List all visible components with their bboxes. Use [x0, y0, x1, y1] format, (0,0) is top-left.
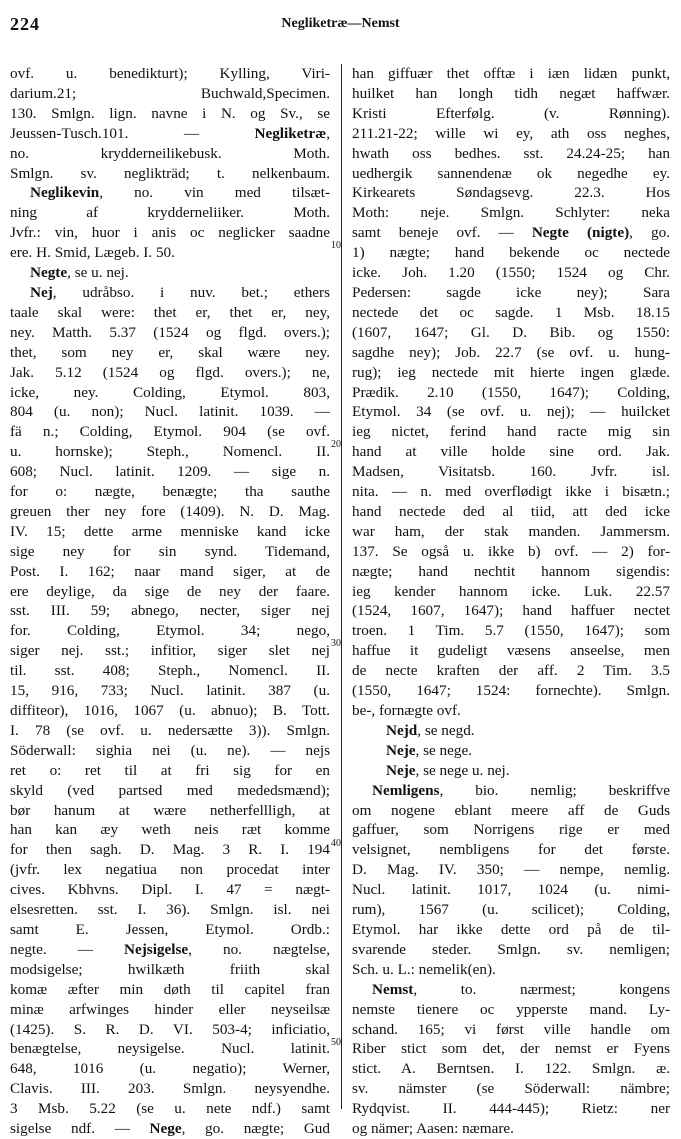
- text-line: stict. A. Berntsen. I. 122. Smlgn. æ.: [352, 1060, 670, 1078]
- text-line: nemste tienere oc ypperste mand. Ly-: [352, 1000, 670, 1018]
- text-line: Pedersen: sagde icke ney); Sara: [352, 283, 670, 301]
- text-line: uedhergik sannendenæ ok negedhe ey.: [352, 164, 670, 182]
- text-line: gaffuer, som Norrigens rige er med: [352, 821, 670, 839]
- text-line: rum), 1567 (u. scilicet); Colding,: [352, 901, 670, 919]
- text-line: negte. — Nejsigelse, no. nægtelse,: [10, 940, 330, 958]
- text-line: sige ney for sin synd. Tidemand,: [10, 542, 330, 560]
- page-header: [10, 14, 671, 38]
- text-line: diffiteor), 1016, 1067 (u. abnuo); B. Tott.: [10, 702, 330, 719]
- text-line: (1524, 1607, 1647); hand haffuer nectet: [352, 602, 670, 620]
- headword: Neje: [386, 761, 416, 779]
- text-line: be-, fornægte ovf.: [352, 702, 461, 719]
- text-line: Etymol. 34 (se ovf. u. nej); — huilcket: [352, 403, 670, 421]
- text-line: Kirkearets Søndagsevg. 22.3. Hos: [352, 184, 670, 202]
- text-line: han giffuær thet offtæ i iæn lidæn punkt,: [352, 65, 670, 82]
- text-line: siger nej. sst.; infitior, siger slet nej: [10, 642, 330, 660]
- text-line: 130. Smlgn. lign. navne i N. og Sv., se: [10, 104, 330, 122]
- text-line: de necte kraften der aff. 2 Tim. 3.5: [352, 662, 670, 680]
- text-line: han kan æy weth neis ræt komme: [10, 821, 330, 839]
- text-line: Söderwall: sighia nei (u. ne). — nejs: [10, 741, 330, 759]
- text-line: sst. III. 59; abnego, necter, siger nej: [10, 602, 330, 620]
- text-line: Neglikevin, no. vin med tilsæt-: [30, 184, 330, 202]
- text-line: komæ æfter min døth til capitel fran: [10, 980, 330, 998]
- text-line: for. Colding, Etymol. 34; nego,: [10, 622, 330, 640]
- column-divider: [341, 64, 342, 1109]
- text-line: ovf. u. benedikturt); Kylling, Viri-: [10, 65, 330, 82]
- left-column: [10, 64, 330, 1139]
- text-line: Kristi Efterfølg. (v. Rønning).: [352, 104, 670, 122]
- text-line: 137. Se også u. ikke b) ovf. — 2) for-: [352, 542, 670, 560]
- text-line: Nucl. latinit. 1017, 1024 (u. nimi-: [352, 881, 670, 899]
- text-line: Rydqvist. II. 444-445); Rietz: ner: [352, 1100, 670, 1118]
- text-line: for o: nægte, benægte; tha sauthe: [10, 483, 330, 501]
- headword: Nej: [30, 283, 53, 301]
- text-line: nægte; hand nechtit hannom sigendis:: [352, 562, 670, 580]
- text-line: og nämer; Aasen: næmare.: [352, 1120, 514, 1138]
- headword: Negte: [30, 264, 68, 282]
- text-line: Riber stict som det, der nemst er Fyens: [352, 1040, 670, 1058]
- text-line: Jak. 5.12 (1524 og flgd. overs.); ne,: [10, 363, 330, 381]
- text-line: Sch. u. L.: nemelik(en).: [352, 960, 496, 978]
- text-line: samt beneje ovf. — Negte (nigte), go.: [352, 224, 670, 242]
- text-line: taale skal were: thet er, thet er, ney,: [10, 303, 330, 321]
- headword: Negte (nigte): [531, 224, 630, 242]
- text-line: ere. H. Smid, Lægeb. I. 50.: [10, 244, 175, 262]
- text-line: sv. nämster (se Söderwall: nämbre;: [352, 1080, 670, 1098]
- text-line: 608; Nucl. latinit. 1209. — sige n.: [10, 463, 330, 481]
- text-line: icke, ney. Colding, Etymol. 803,: [10, 383, 330, 401]
- text-line: war ham, der stak manden. Jammersm.: [352, 522, 670, 540]
- text-line: Smlgn. sv. neglikträd; t. nelkenbaum.: [10, 164, 330, 182]
- text-line: for then sagh. D. Mag. 3 R. I. 194: [10, 841, 330, 859]
- text-line: 648, 1016 (u. negatio); Werner,: [10, 1060, 330, 1078]
- text-line: Madsen, Visitatsb. 160. Jvfr. isl.: [352, 463, 670, 481]
- headword: Negliketræ: [254, 124, 327, 142]
- text-line: Neje, se nege.: [386, 741, 473, 759]
- page-number: 224: [10, 14, 40, 34]
- line-number-20: 20: [331, 439, 341, 450]
- text-line: u. hornske); Steph., Nomencl. II.: [10, 443, 330, 461]
- headword: Nejsigelse: [124, 940, 189, 958]
- text-line: greuen ther ney fore (1409). N. D. Mag.: [10, 502, 330, 520]
- text-line: Negte, se u. nej.: [30, 264, 129, 282]
- headword: Nege: [149, 1120, 182, 1138]
- text-line: 804 (u. non); Nucl. latinit. 1039. —: [10, 403, 330, 421]
- text-line: icke. Joh. 1.20 (1550; 1524 og Chr.: [352, 264, 670, 282]
- text-line: 211.21-22; wille wi ey, ath oss neghes,: [352, 124, 670, 142]
- text-line: Prædik. 2.10 (1550, 1647); Colding,: [352, 383, 670, 401]
- text-line: haffue it gudeligt væsens anseelse, men: [352, 642, 670, 660]
- text-line: Etymol. har ikke dette ord på de til-: [352, 920, 670, 938]
- headword: Neje: [386, 741, 416, 759]
- headword: Nejd: [386, 721, 418, 739]
- text-line: ieg nictet, ferind hand racte mig sin: [352, 423, 670, 441]
- text-line: thet, som ney er, skal wære ney.: [10, 343, 330, 361]
- text-line: om nogene eblant meere aff de Guds: [352, 801, 670, 819]
- text-line: rug); ieg nectede mit hierte ingen glæde.: [352, 363, 670, 381]
- headword: Nemligens: [372, 781, 440, 799]
- text-line: IV. 15; dette arme menniske kand icke: [10, 522, 330, 540]
- text-line: D. Mag. IV. 350; — nempe, nemlig.: [352, 861, 670, 879]
- headword: Nemst: [372, 980, 414, 998]
- line-number-10: 10: [331, 240, 341, 251]
- text-line: minæ arfwinges hinder eller neyseilsæ: [10, 1000, 330, 1018]
- text-line: sagdhe ney); Job. 22.7 (se ovf. u. hung-: [352, 343, 670, 361]
- text-line: Nemligens, bio. nemlig; beskriffve: [372, 781, 670, 799]
- text-line: hwath oss bedhes. sst. 24.24-25; han: [352, 144, 670, 162]
- text-line: hand at ville holde sine ord. Jak.: [352, 443, 670, 461]
- text-line: Nemst, to. nærmest; kongens: [372, 980, 670, 998]
- text-line: ret o: ret til at fri sig for en: [10, 761, 330, 779]
- text-line: schand. 165; vi først ville handle om: [352, 1020, 670, 1038]
- text-line: (1550, 1647; 1524: fornechte). Smlgn.: [352, 682, 670, 700]
- text-line: sigelse ndf. — Nege, go. nægte; Gud: [10, 1120, 330, 1138]
- text-line: svarende steder. Smlgn. sv. nemligen;: [352, 940, 670, 958]
- text-line: modsigelse; hwilkæth friith skal: [10, 960, 330, 978]
- text-line: Neje, se nege u. nej.: [386, 761, 510, 779]
- text-line: benægtelse, neysigelse. Nucl. latinit.: [10, 1040, 330, 1058]
- text-line: huilket han longh tidh negæt haffwær.: [352, 84, 670, 102]
- text-line: 1) nægte; hand bekende oc nectede: [352, 244, 670, 262]
- text-line: nectede det oc sagde. 1 Msb. 18.15: [352, 303, 670, 321]
- headword: Neglikevin: [30, 184, 100, 202]
- text-line: 3 Msb. 5.22 (se u. nete ndf.) samt: [10, 1100, 330, 1118]
- text-line: Jvfr.: vin, huor i anis oc neglicker saadne: [10, 224, 330, 242]
- text-line: (1425). S. R. D. VI. 503-4; inficiatio,: [10, 1020, 330, 1038]
- text-line: til. sst. 408; Steph., Nomencl. II.: [10, 662, 330, 680]
- text-line: no. krydderneilikebusk. Moth.: [10, 144, 330, 162]
- text-line: elsesretten. sst. I. 36). Smlgn. isl. nei: [10, 901, 330, 919]
- running-head: Negliketræ—Nemst: [281, 16, 400, 31]
- text-line: Jeussen-Tusch.101. — Negliketræ,: [10, 124, 330, 142]
- text-line: nita. — n. med overflødigt ikke i bisætn.;: [352, 483, 670, 501]
- right-column: [352, 64, 670, 1139]
- text-line: hand nectede ded al tiid, att ded icke: [352, 502, 670, 520]
- text-line: Clavis. III. 203. Smlgn. neysyendhe.: [10, 1080, 330, 1098]
- text-line: troen. 1 Tim. 5.7 (1550, 1647); som: [352, 622, 670, 640]
- text-line: (1607, 1647; Gl. D. Bib. og 1550:: [352, 323, 670, 341]
- text-line: ning af krydderneliiker. Moth.: [10, 204, 330, 222]
- text-line: ney. Matth. 5.37 (1524 og flgd. overs.);: [10, 323, 330, 341]
- text-line: Nej, udråbso. i nuv. bet.; ethers: [30, 283, 330, 301]
- line-number-50: 50: [331, 1037, 341, 1048]
- text-line: (jvfr. lex negatiua non procedat inter: [10, 861, 330, 879]
- line-number-30: 30: [331, 638, 341, 649]
- text-line: ieg kender hannom icke. Luk. 22.57: [352, 582, 670, 600]
- text-line: Post. I. 162; naar mand siger, at de: [10, 562, 330, 580]
- text-line: fä n.; Colding, Etymol. 904 (se ovf.: [10, 423, 330, 441]
- text-line: bør hanum at wære netherfellligh, at: [10, 801, 330, 819]
- text-line: ere deylige, da sige de ney der faare.: [10, 582, 330, 600]
- text-line: cives. Kbhvns. Dipl. I. 47 = nægt-: [10, 881, 330, 899]
- text-line: samt E. Jessen, Etymol. Ordb.:: [10, 920, 330, 938]
- text-line: I. 78 (se ovf. u. nedersætte 3)). Smlgn.: [10, 721, 330, 739]
- line-number-40: 40: [331, 838, 341, 849]
- text-line: Nejd, se negd.: [386, 721, 475, 739]
- text-line: Moth: neje. Smlgn. Schlyter: neka: [352, 204, 670, 222]
- text-line: velsignet, nembligens for det første.: [352, 841, 670, 859]
- text-line: darium.21; Buchwald,Specimen.: [10, 84, 330, 102]
- text-line: 15, 916, 733; Nucl. latinit. 387 (u.: [10, 682, 330, 700]
- text-line: skyld (ved partsed med mededsmænd);: [10, 781, 330, 799]
